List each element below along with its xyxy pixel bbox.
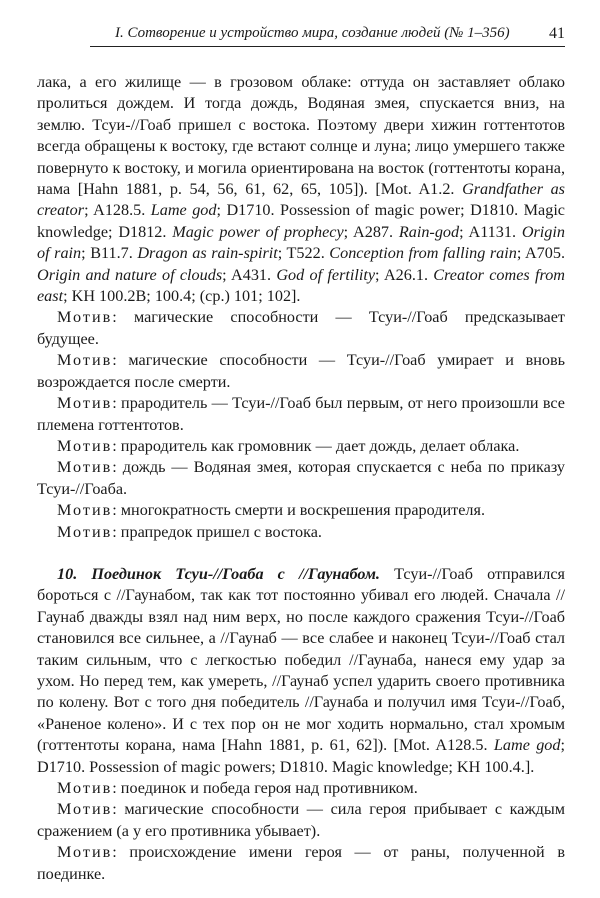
page-number: 41 <box>549 25 565 42</box>
motif-line: Мотив: магические способности — Тсуи-//Гоаб предсказывает будущее. <box>37 308 565 348</box>
motif-line: Мотив: поединок и победа героя над противником. <box>57 779 418 797</box>
motif-line: Мотив: магические способности — сила героя прибывает с каждым сражением (а у его противника убывает). <box>37 800 565 840</box>
motif-line: Мотив: магические способности — Тсуи-//Гоаб умирает и вновь возрождается после смерти. <box>37 351 565 391</box>
motif-line: Мотив: дождь — Водяная змея, которая спускается с неба по приказу Тсуи-//Гоаба. <box>37 458 565 498</box>
motif-line: Мотив: происхождение имени героя — от раны, полученной в поединке. <box>37 843 565 883</box>
section-10-paragraph: 10. Поединок Тсуи-//Гоаба с //Гаунабом. Тсуи-//Гоаб отправился бороться с //Гаунабом, так как тот постоянно убивал его людей. Сначала //Гаунаб дважды взял над ним верх, но после каждого сражения Тсуи-//Гоаб становился все сильнее, а //Гаунаб — все слабее и наконец Тсуи-//Гоаб стал таким сильным, что с легкостью победил //Гаунаба, нанеся ему удар за ухом. Но перед тем, как умереть, //Гаунаб успел ударить своего противника по колену. Вот с того дня победитель //Гаунаба и получил имя Тсуи-//Гоаб, «Раненое колено». И с тех пор он не мог ходить нормально, стал хромым (готтентоты корана, нама [Hahn 1881, p. 61, 62]). [Mot. A128.5. Lame god; D1710. Possession of magic powers; D1810. Magic knowledge; KH 100.4.]. <box>37 564 565 776</box>
motif-line: Мотив: прародитель — Тсуи-//Гоаб был первым, от него произошли все племена готтентотов. <box>37 394 565 434</box>
motif-line: Мотив: многократность смерти и воскрешения прародителя. <box>57 501 485 520</box>
motif-line: Мотив: прародитель как громовник — дает дождь, делает облака. <box>57 436 520 455</box>
page-body <box>37 72 565 885</box>
section-title: 10. Поединок Тсуи-//Гоаба с //Гаунабом. <box>57 564 380 583</box>
section-gap <box>37 543 565 564</box>
running-header-title: I. Сотворение и устройство мира, создание людей (№ 1–356) <box>115 25 510 41</box>
paragraph-continuation: лака, а его жилище — в грозовом облаке: оттуда он заставляет облако пролиться дождем. И тогда дождь, Водяная змея, спускается вниз, на землю. Тсуи-//Гоаб пришел с востока. Поэтому двери хижин готтентотов всегда обращены к востоку, где встают солнце и луна; лицо умершего также повернуто к востоку, и могила ориентирована на восток (готтентоты корана, нама [Hahn 1881, p. 54, 56, 61, 62, 65, 105]). [Mot. A1.2. Grandfather as creator; A128.5. Lame god; D1710. Possession of magic power; D1810. Magic knowledge; D1812. Magic power of prophecy; A287. Rain-god; A1131. Origin of rain; B11.7. Dragon as rain-spirit; T522. Conception from falling rain; A705. Origin and nature of clouds; A431. God of fertility; A26.1. Creator comes from east; KH 100.2B; 100.4; (ср.) 101; 102]. <box>37 73 566 306</box>
header-rule <box>90 46 565 47</box>
running-header <box>90 22 565 46</box>
motif-line: Мотив: прапредок пришел с востока. <box>57 522 322 541</box>
